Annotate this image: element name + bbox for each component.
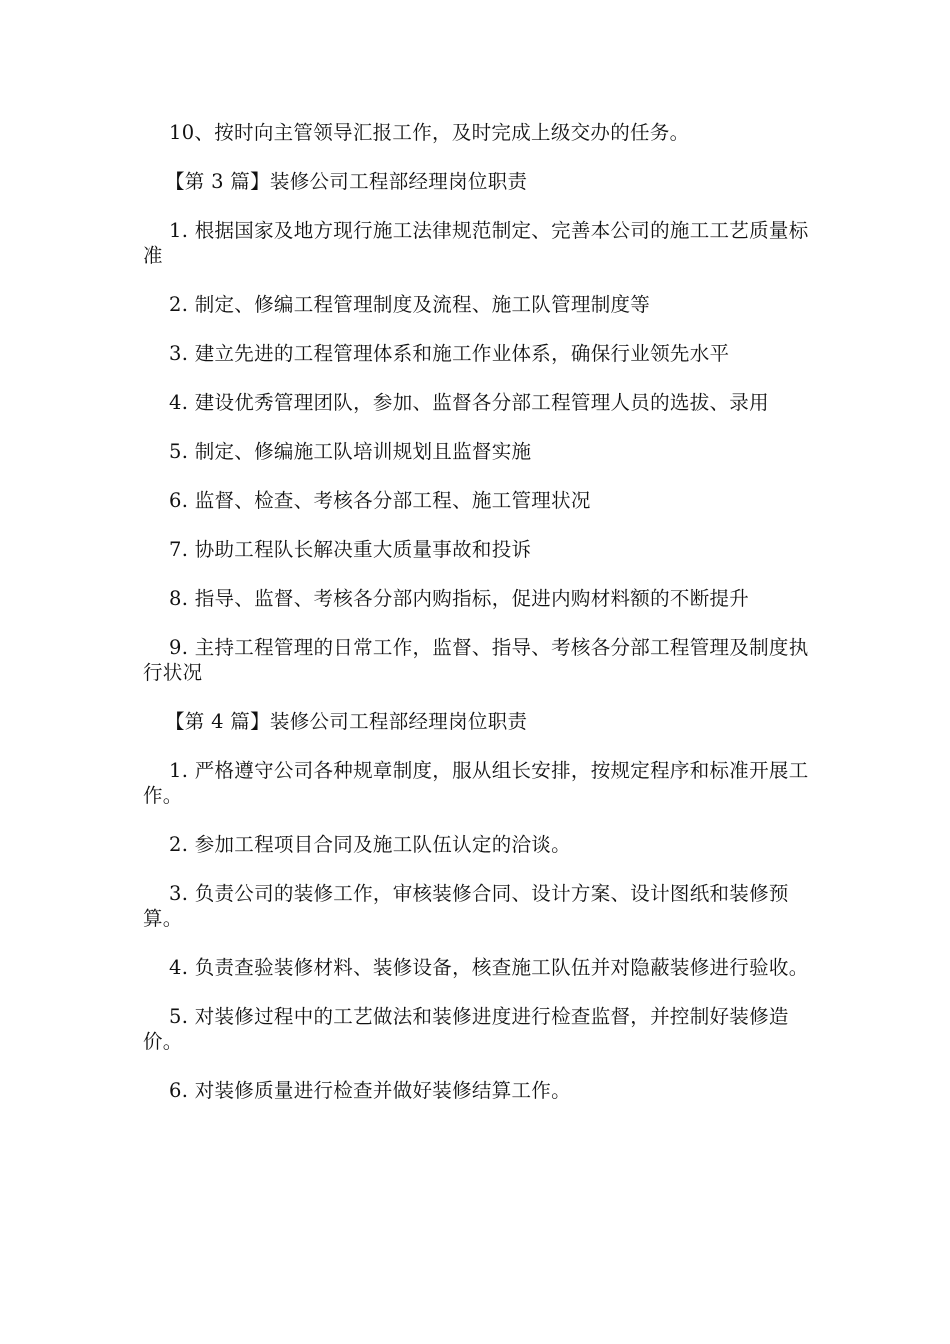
section-4-item-2: 2. 参加工程项目合同及施工队伍认定的洽谈。 [169,833,571,856]
section-4-item-1: 1. 严格遵守公司各种规章制度，服从组长安排，按规定程序和标准开展工作。 [143,759,809,807]
section-3-item-1: 1. 根据国家及地方现行施工法律规范制定、完善本公司的施工工艺质量标准 [143,219,809,267]
section-3-item-9: 9. 主持工程管理的日常工作，监督、指导、考核各分部工程管理及制度执行状况 [143,636,809,684]
section-4-item-4: 4. 负责查验装修材料、装修设备，核查施工队伍并对隐蔽装修进行验收。 [169,956,809,979]
section-3-heading: 【第 3 篇】装修公司工程部经理岗位职责 [165,170,528,193]
section-3-item-8: 8. 指导、监督、考核各分部内购指标，促进内购材料额的不断提升 [169,587,750,610]
paragraph-item-10: 10、按时向主管领导汇报工作，及时完成上级交办的任务。 [169,121,690,144]
section-4-heading: 【第 4 篇】装修公司工程部经理岗位职责 [165,710,528,733]
section-3-item-3: 3. 建立先进的工程管理体系和施工作业体系，确保行业领先水平 [169,342,730,365]
section-3-item-7: 7. 协助工程队长解决重大质量事故和投诉 [169,538,532,561]
section-4-item-3: 3. 负责公司的装修工作，审核装修合同、设计方案、设计图纸和装修预算。 [143,882,789,930]
document-body [143,120,813,1127]
section-4-item-6: 6. 对装修质量进行检查并做好装修结算工作。 [169,1079,571,1102]
section-3-item-6: 6. 监督、检查、考核各分部工程、施工管理状况 [169,489,591,512]
section-3-item-2: 2. 制定、修编工程管理制度及流程、施工队管理制度等 [169,293,651,316]
section-4-item-5: 5. 对装修过程中的工艺做法和装修进度进行检查监督，并控制好装修造价。 [143,1005,789,1053]
section-3-item-4: 4. 建设优秀管理团队，参加、监督各分部工程管理人员的选拔、录用 [169,391,769,414]
section-3-item-5: 5. 制定、修编施工队培训规划且监督实施 [169,440,532,463]
